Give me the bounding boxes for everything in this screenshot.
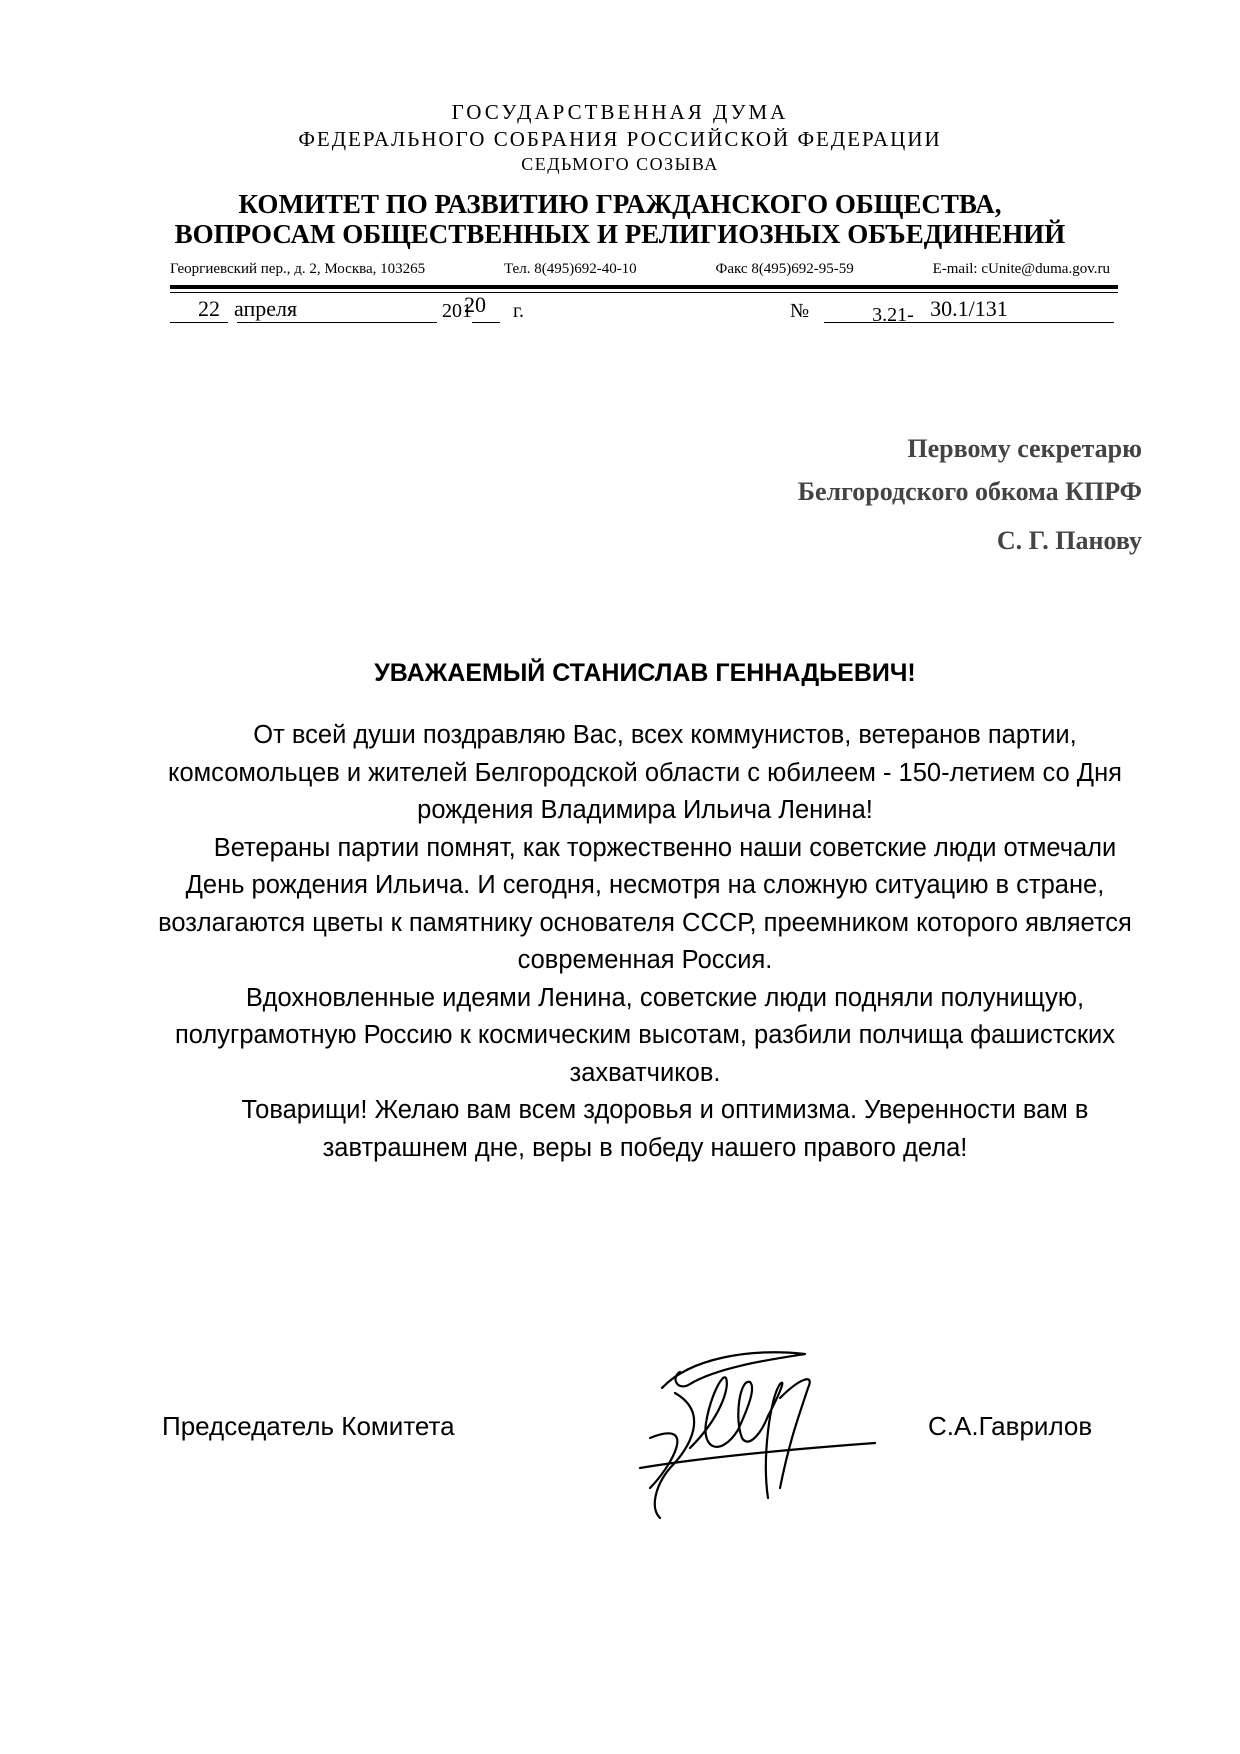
body-paragraph-1: От всей души поздравляю Вас, всех коммунистов, ветеранов партии, комсомольцев и жителей Белгородской области с юбилеем - 150-летием со Дня рождения Владимира Ильича Ленина! bbox=[168, 721, 1122, 824]
registration-number bbox=[790, 296, 1114, 326]
letter-body bbox=[145, 717, 1145, 1167]
addressee-title: Первому секретарю bbox=[907, 434, 1142, 463]
signatory-position: Председатель Комитета bbox=[162, 1411, 455, 1441]
contact-phone: Тел. 8(495)692-40-10 bbox=[503, 261, 637, 277]
letterhead-contacts bbox=[170, 261, 1110, 278]
addressee-name: С. Г. Панову bbox=[996, 526, 1142, 555]
body-paragraph-3: Вдохновленные идеями Ленина, советские люди подняли полунищую, полуграмотную Россию к космическим высотам, разбили полчища фашистских захватчиков. bbox=[174, 983, 1116, 1087]
reg-year-suffix: 20 bbox=[464, 292, 486, 317]
reg-year-prefix: 201 bbox=[442, 300, 472, 322]
registration-date bbox=[170, 292, 524, 323]
body-paragraph-4: Товарищи! Желаю вам всем здоровья и оптимизма. Уверенности вам в завтрашнем дне, веры в победу нашего правого дела! bbox=[241, 1096, 1089, 1162]
reg-day: 22 bbox=[198, 296, 220, 321]
letterhead-rule-thick bbox=[170, 285, 1118, 289]
reg-number-sign: № bbox=[790, 300, 810, 322]
handwritten-signature bbox=[630, 1318, 900, 1538]
signatory-name: С.А.Гаврилов bbox=[928, 1411, 1093, 1441]
contact-email: E-mail: cUnite@duma.gov.ru bbox=[932, 261, 1110, 277]
committee-name-line2: ВОПРОСАМ ОБЩЕСТВЕННЫХ И РЕЛИГИОЗНЫХ ОБЪЕДИНЕНИЙ bbox=[174, 219, 1066, 249]
committee-name-line1: КОМИТЕТ ПО РАЗВИТИЮ ГРАЖДАНСКОГО ОБЩЕСТВА, bbox=[238, 189, 1002, 219]
contact-address: Георгиевский пер., д. 2, Москва, 103265 bbox=[170, 261, 426, 277]
greeting: УВАЖАЕМЫЙ СТАНИСЛАВ ГЕННАДЬЕВИЧ! bbox=[374, 659, 916, 687]
reg-number-prefix: 3.21- bbox=[872, 304, 914, 326]
reg-year-unit: г. bbox=[513, 300, 524, 322]
letterhead-convocation: СЕДЬМОГО СОЗЫВА bbox=[521, 154, 719, 174]
contact-fax: Факс 8(495)692-95-59 bbox=[715, 261, 854, 277]
reg-month: апреля bbox=[234, 296, 298, 321]
addressee-organization: Белгородского обкома КПРФ bbox=[797, 477, 1142, 506]
reg-number-value: 30.1/131 bbox=[930, 296, 1008, 321]
letterhead-rule-thin bbox=[170, 292, 1118, 293]
letterhead-institution: ГОСУДАРСТВЕННАЯ ДУМА bbox=[451, 100, 789, 124]
letterhead-assembly: ФЕДЕРАЛЬНОГО СОБРАНИЯ РОССИЙСКОЙ ФЕДЕРАЦИИ bbox=[298, 127, 942, 151]
body-paragraph-2: Ветераны партии помнят, как торжественно наши советские люди отмечали День рождения Ильича. И сегодня, несмотря на сложную ситуацию в стране, возлагаются цветы к памятнику основателя СССР, преемником которого является современная Россия. bbox=[158, 833, 1132, 974]
